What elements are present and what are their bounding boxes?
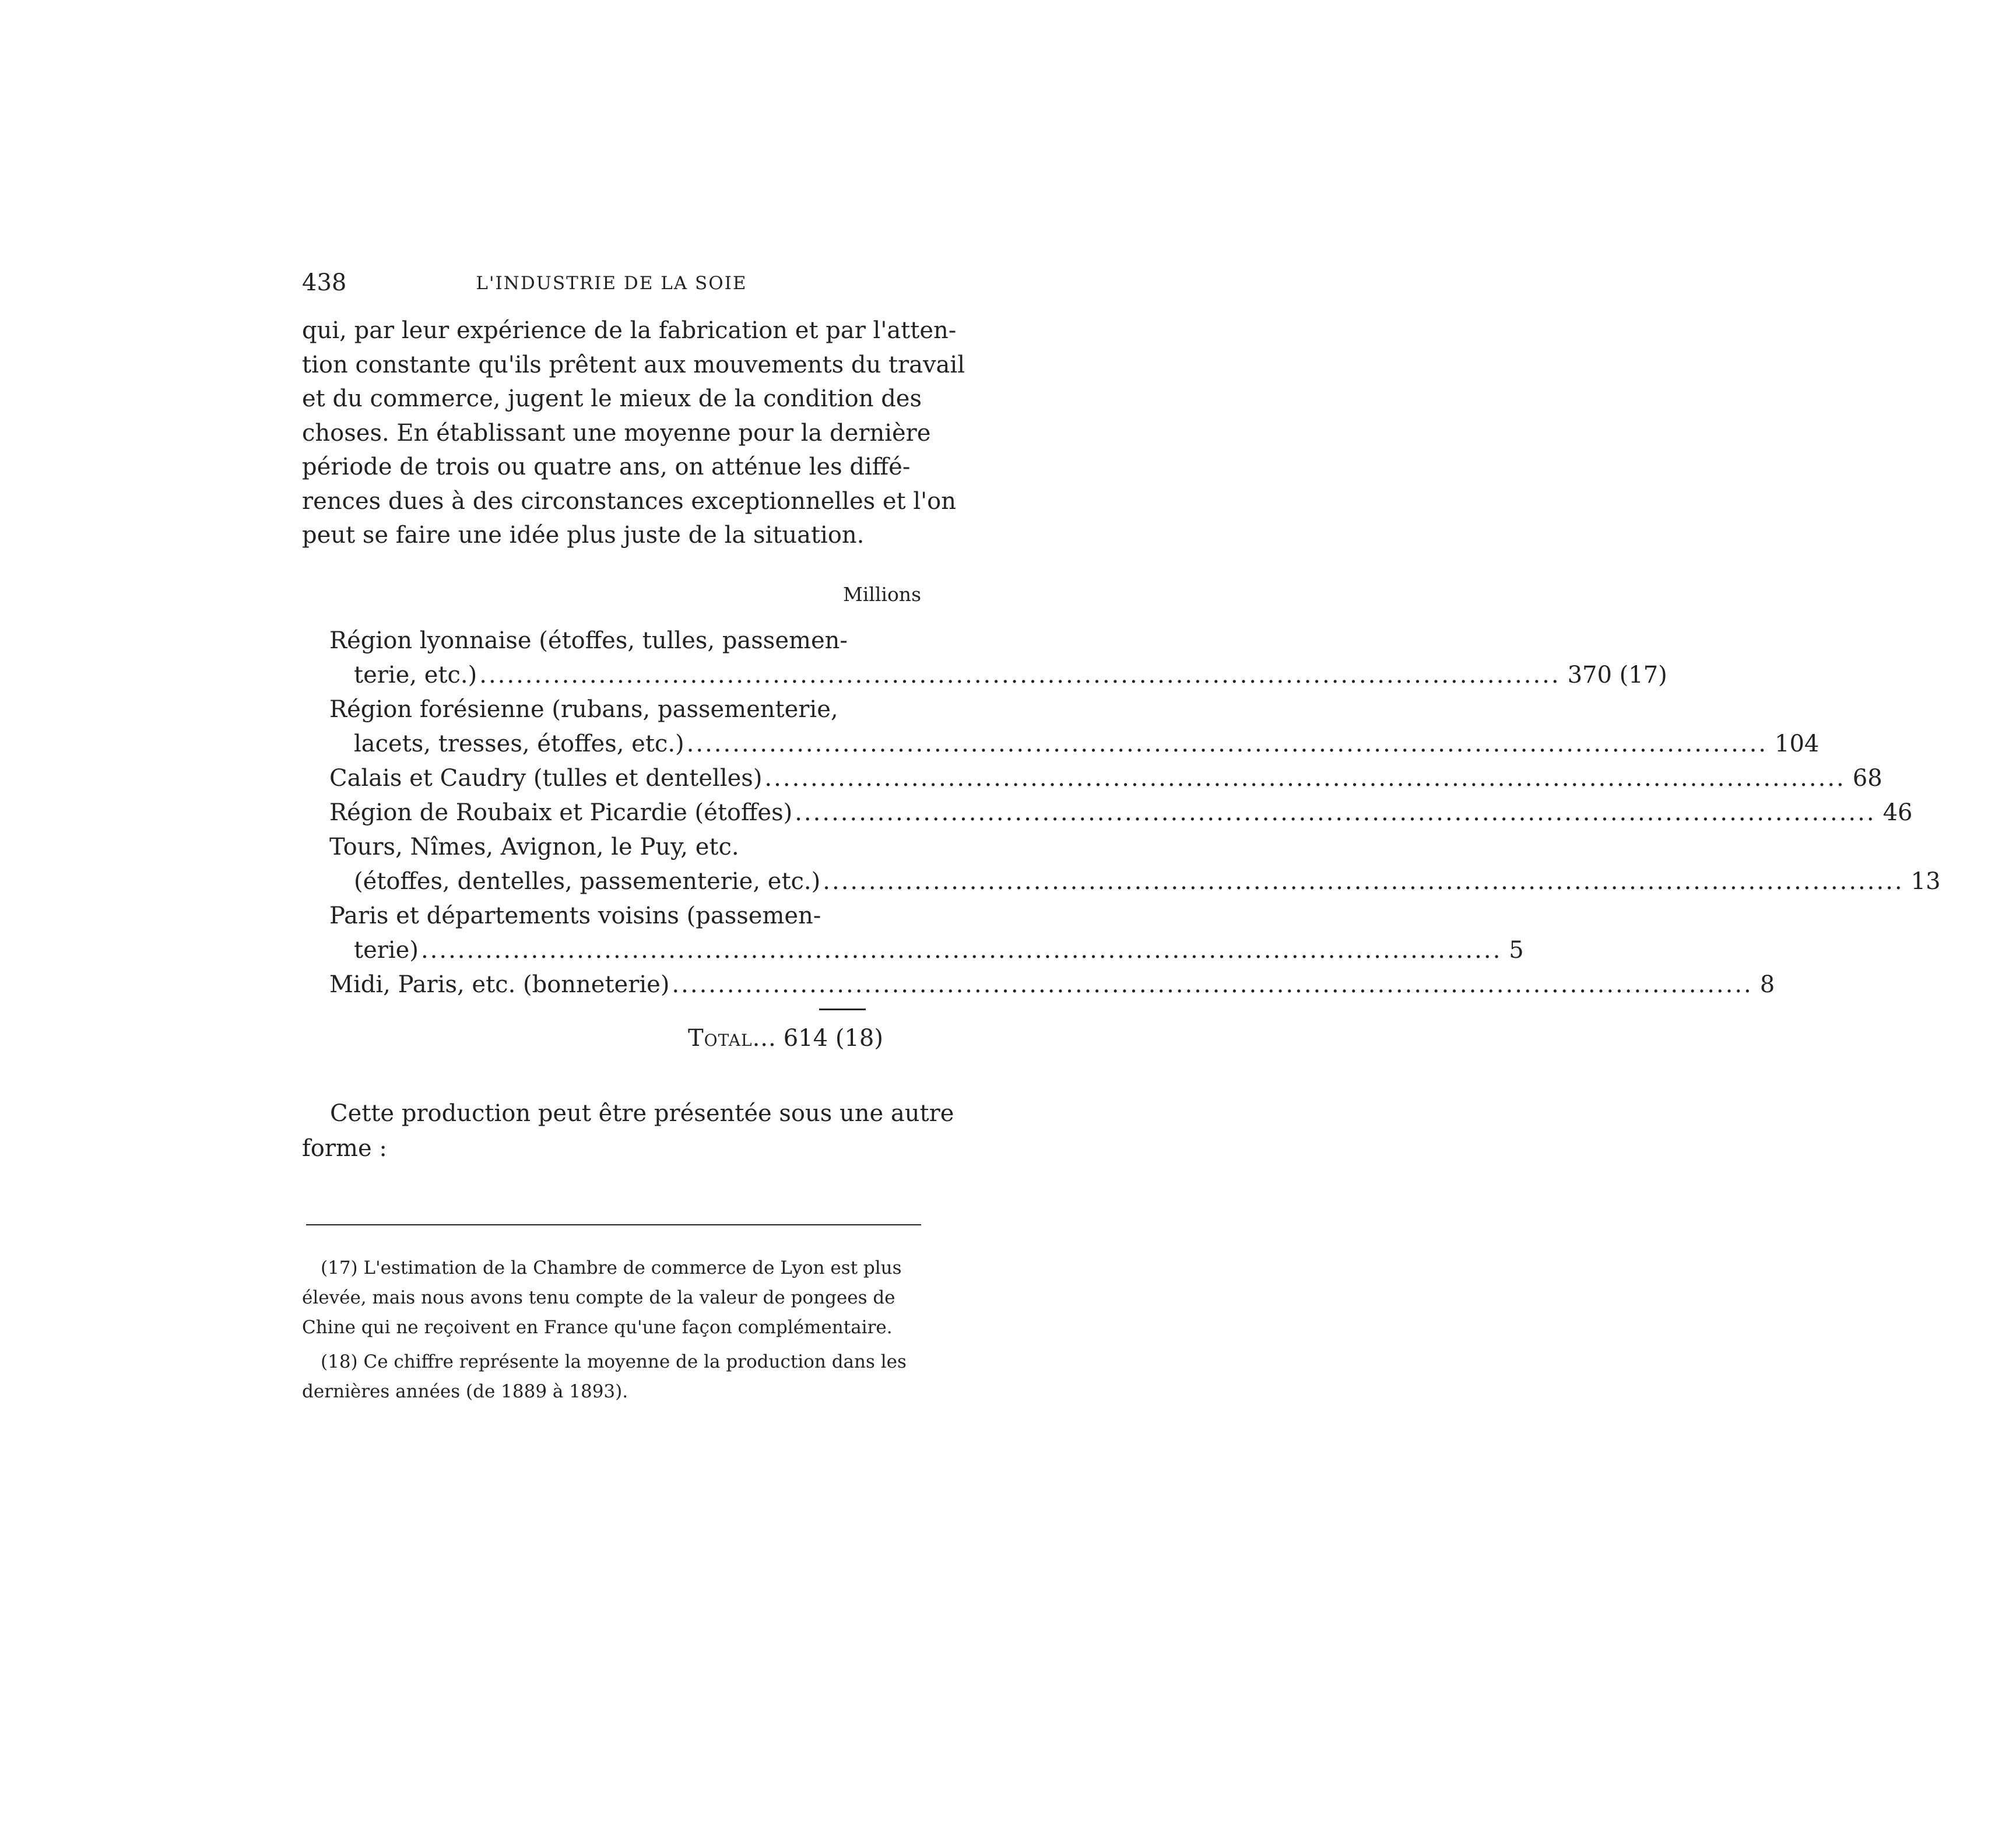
row-value-line (329, 727, 1820, 761)
footnote-line: dernières années (de 1889 à 1893). (302, 1381, 628, 1402)
row-value-line (329, 658, 1667, 693)
leader-dots: ...................................................................................................................... (672, 971, 1753, 998)
row-label-line: Région lyonnaise (étoffes, tulles, passemen- (329, 627, 848, 654)
leader-dots: ...................................................................................................................... (420, 937, 1502, 964)
footnote-17 (302, 1253, 921, 1343)
footnote-line: (17) L'estimation de la Chambre de commerce de Lyon est plus (321, 1257, 902, 1278)
footnote-18 (302, 1347, 921, 1407)
page-header (302, 269, 921, 304)
table-row (329, 796, 1913, 830)
row-label-line: Paris et départements voisins (passemen- (329, 902, 821, 929)
page-number: 438 (302, 269, 347, 296)
footnote-line: élevée, mais nous avons tenu compte de la valeur de pongees de (302, 1287, 895, 1308)
row-value-line (329, 761, 1882, 796)
leader-dots: ...................................................................................................................... (795, 799, 1876, 826)
table-row (329, 830, 1941, 899)
closing-paragraph (302, 1096, 954, 1166)
table-row (329, 693, 1820, 761)
leader-dots: ...................................................................................................................... (686, 730, 1768, 757)
footnotes (302, 1253, 921, 1411)
closing-line: Cette production peut être présentée sous une autre (330, 1100, 954, 1127)
row-value: 5 (1509, 937, 1524, 964)
row-label: terie, etc.) (354, 662, 477, 688)
row-value: 13 (1910, 868, 1941, 895)
body-line: tion constante qu'ils prêtent aux mouvements du travail (302, 351, 965, 378)
row-label: Midi, Paris, etc. (bonneterie) (329, 971, 670, 998)
leader-dots: ...................................................................................................................... (823, 868, 1904, 895)
row-label-line: Tours, Nîmes, Avignon, le Puy, etc. (329, 834, 739, 860)
leader-dots: ...................................................................................................................... (764, 765, 1846, 792)
row-value: 46 (1882, 799, 1913, 826)
row-label: (étoffes, dentelles, passementerie, etc.) (354, 868, 821, 895)
total-value: 614 (18) (783, 1025, 883, 1052)
row-value-line (329, 865, 1941, 899)
production-table (329, 624, 1941, 1002)
body-paragraph (302, 314, 965, 553)
row-value: 68 (1852, 765, 1882, 792)
table-row (329, 624, 1667, 693)
table-row (329, 899, 1524, 968)
footnote-rule (306, 1224, 921, 1225)
table-row (329, 761, 1882, 796)
leader-dots: ...................................................................................................................... (479, 662, 1561, 688)
row-value: 370 (17) (1567, 662, 1667, 688)
row-label: Calais et Caudry (tulles et dentelles) (329, 765, 763, 792)
closing-line: forme : (302, 1135, 387, 1162)
row-label: Région de Roubaix et Picardie (étoffes) (329, 799, 793, 826)
row-label: terie) (354, 937, 419, 964)
running-title: L'INDUSTRIE DE LA SOIE (476, 273, 747, 294)
footnote-line: (18) Ce chiffre représente la moyenne de la production dans les (321, 1351, 907, 1372)
row-value: 8 (1759, 971, 1775, 998)
row-label-line: Région forésienne (rubans, passementerie, (329, 696, 838, 723)
row-label: lacets, tresses, étoffes, etc.) (354, 730, 684, 757)
total-label: Total... (688, 1025, 777, 1052)
units-label: Millions (842, 583, 921, 606)
body-line: période de trois ou quatre ans, on atténue les diffé- (302, 454, 911, 480)
row-value-line (329, 933, 1524, 968)
table-row (329, 968, 1775, 1002)
sum-rule (819, 1009, 866, 1010)
row-value-line (329, 796, 1913, 830)
body-line: rences dues à des circonstances exceptionnelles et l'on (302, 487, 956, 515)
total-row (688, 1021, 883, 1056)
row-value-line (329, 968, 1775, 1002)
footnote-line: Chine qui ne reçoivent en France qu'une façon complémentaire. (302, 1317, 893, 1338)
body-line: et du commerce, jugent le mieux de la condition des (302, 385, 922, 412)
body-line: qui, par leur expérience de la fabrication et par l'atten- (302, 317, 957, 344)
row-value: 104 (1775, 730, 1820, 757)
body-line: choses. En établissant une moyenne pour la dernière (302, 419, 931, 447)
body-line: peut se faire une idée plus juste de la situation. (302, 522, 865, 549)
